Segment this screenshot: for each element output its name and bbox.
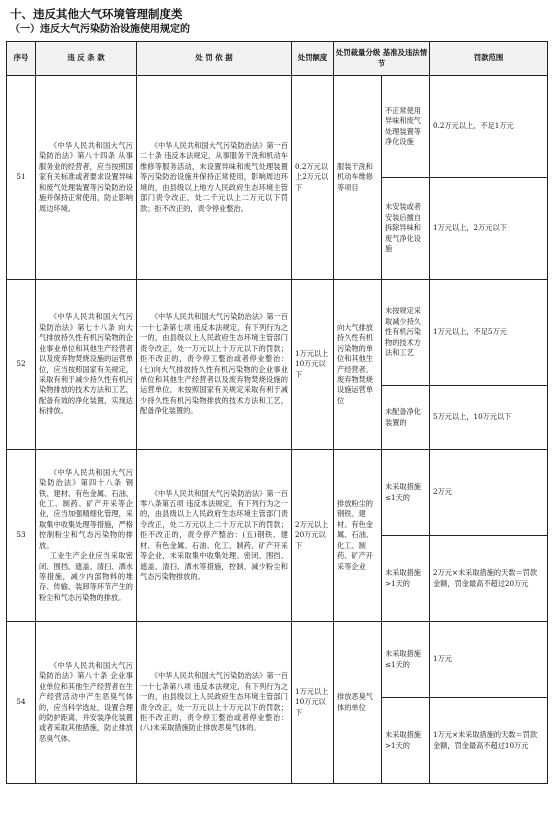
row-amount: 0.2万元以上2万元以下 — [292, 76, 334, 280]
sub-detail: 未按规定采取减少持久性有机污染物的技术方法和工艺 — [382, 280, 430, 386]
row-circumstance: 排放恶臭气体的单位 — [334, 622, 382, 784]
sub-detail: 不正常使用异味和废气处理装置等净化设施 — [382, 76, 430, 178]
basis-text: 《中华人民共和国大气污染防治法》第一百零八条第五项 违反本法规定，有下列行为之一的，由县级以上人民政府生态环境主管部门责令改正，处二万元以上二十万元以下的罚款；拒不改正的，责令停产整治：(五)钢铁、建材、有色金属、石油、化工、制药、矿产开采等企业，未采取集中收集处理、密闭、围挡、遮盖、清扫、洒水等措施，控制、减少粉尘和气态污染物排放的。 — [140, 488, 288, 581]
row-basis — [137, 76, 292, 280]
table-row — [7, 622, 548, 698]
penalty-table — [6, 41, 548, 784]
header-violation: 违 反 条 款 — [36, 42, 137, 76]
row-amount: 1万元以上10万元以下 — [292, 280, 334, 450]
sub-range: 1万元×未采取措施的天数＝罚款金额，罚金最高不超过10万元 — [430, 698, 548, 784]
row-violation — [36, 76, 137, 280]
section-title: 十、违反其他大气环境管理制度类 — [10, 7, 183, 21]
violation-text: 《中华人民共和国大气污染防治法》第四十八条 钢铁、建材、有色金属、石油、化工、制药、矿产开采等企业，应当加强精细化管理，采取集中收集处理等措施，严格控制粉尘和气态污染物的排放。 — [39, 467, 133, 550]
row-circumstance: 服装干洗和机动车维修等项目 — [334, 76, 382, 280]
sub-detail: 未安装或者安装后擅自拆除异味和废气净化设施 — [382, 178, 430, 280]
row-violation — [36, 622, 137, 784]
header-amount: 处罚额度 — [292, 42, 334, 76]
basis-text: 《中华人民共和国大气污染防治法》第一百一十七条第八项 违反本法规定，有下列行为之一的，由县级以上人民政府生态环境主管部门责令改正，处一万元以上十万元以下的罚款；拒不改正的，责令停工整治或者停业整治：(八)未采取措施防止排放恶臭气体的。 — [140, 671, 288, 733]
sub-detail: 未配备净化装置的 — [382, 386, 430, 450]
basis-text: 《中华人民共和国大气污染防治法》第一百二十条 违反本法规定，从事服务干洗和机动车维修等服务活动，未设置异味和废气处理装置等污染防治设施并保持正常使用，影响周边环境的，由县级以上地方人民政府生态环境主管部门责令改正，处二千元以上二万元以下罚款；拒不改正的，责令停业整治。 — [140, 141, 288, 213]
sub-detail: 未采取措施≤1天的 — [382, 622, 430, 698]
sub-detail: 未采取措施>1天的 — [382, 698, 430, 784]
sub-range: 2万元 — [430, 450, 548, 536]
header-basis: 处 罚 依 据 — [137, 42, 292, 76]
row-circumstance: 向大气排放持久性有机污染物的单位和其他生产经营者、废弃物焚烧设施运营单位 — [334, 280, 382, 450]
header-seq: 序号 — [7, 42, 36, 76]
header-circumstance: 处罚裁量分级 基准及违法情节 — [334, 42, 430, 76]
row-basis — [137, 450, 292, 622]
row-basis — [137, 280, 292, 450]
table-row — [7, 450, 548, 536]
row-amount: 2万元以上20万元以下 — [292, 450, 334, 622]
row-violation — [36, 450, 137, 622]
row-basis — [137, 622, 292, 784]
sub-range: 1万元以上，2万元以下 — [430, 178, 548, 280]
violation-text: 工业生产企业应当采取密闭、围挡、遮盖、清扫、洒水等措施，减少内部物料的堆存、传输、装卸等环节产生的粉尘和气态污染物的排放。 — [39, 551, 133, 602]
violation-text: 《中华人民共和国大气污染防治法》第八十条 企业事业单位和其他生产经营者在生产经营活动中产生恶臭气体的，应当科学选址，设置合理的防护距离，并安装净化装置或者采取其他措施，防止排放恶臭气体。 — [39, 660, 133, 743]
table-header-row — [7, 42, 548, 76]
sub-detail: 未采取措施>1天的 — [382, 536, 430, 622]
table-row — [7, 76, 548, 178]
row-violation — [36, 280, 137, 450]
sub-range: 1万元 — [430, 622, 548, 698]
violation-text: 《中华人民共和国大气污染防治法》第七十八条 向大气排放持久性有机污染物的企业事业单位和其他生产经营者以及废弃物焚烧设施的运营单位，应当按照国家有关规定，采取有利于减少持久性有机污染物排放的技术方法和工艺，配备有效的净化装置，实现达标排放。 — [39, 312, 133, 416]
sub-range: 1万元以上，不足5万元 — [430, 280, 548, 386]
sub-range: 2万元×未采取措施的天数＝罚款金额，罚金最高不超过20万元 — [430, 536, 548, 622]
row-amount: 1万元以上10万元以下 — [292, 622, 334, 784]
row-circumstance: 排放粉尘的钢铁、建材、有色金属、石油、化工、制药、矿产开采等企业 — [334, 450, 382, 622]
row-seq: 53 — [7, 450, 36, 622]
sub-detail: 未采取措施≤1天的 — [382, 450, 430, 536]
sub-range: 5万元以上，10万元以下 — [430, 386, 548, 450]
row-seq: 52 — [7, 280, 36, 450]
violation-text: 《中华人民共和国大气污染防治法》第八十四条 从事服务业的经营者，应当按照国家有关标准或者要求设置异味和废气处理装置等污染防治设施并保持正常使用，防止影响周边环境。 — [39, 141, 133, 213]
subsection-title: （一）违反大气污染防治设施使用规定的 — [10, 24, 190, 35]
row-seq: 51 — [7, 76, 36, 280]
table-row — [7, 280, 548, 386]
header-range: 罚款范围 — [430, 42, 548, 76]
row-seq: 54 — [7, 622, 36, 784]
sub-range: 0.2万元以上，不足1万元 — [430, 76, 548, 178]
basis-text: 《中华人民共和国大气污染防治法》第一百一十七条第七项 违反本法规定，有下列行为之一的，由县级以上人民政府生态环境主管部门责令改正，处一万元以上十万元以下的罚款；拒不改正的，责令停工整治或者停业整治：(七)向大气排放持久性有机污染物的企业事业单位和其他生产经营者以及废弃物焚烧设施的运营单位，未按照国家有关规定采取有利于减少持久性有机污染物排放的技术方法和工艺，配备净化装置的。 — [140, 312, 288, 416]
